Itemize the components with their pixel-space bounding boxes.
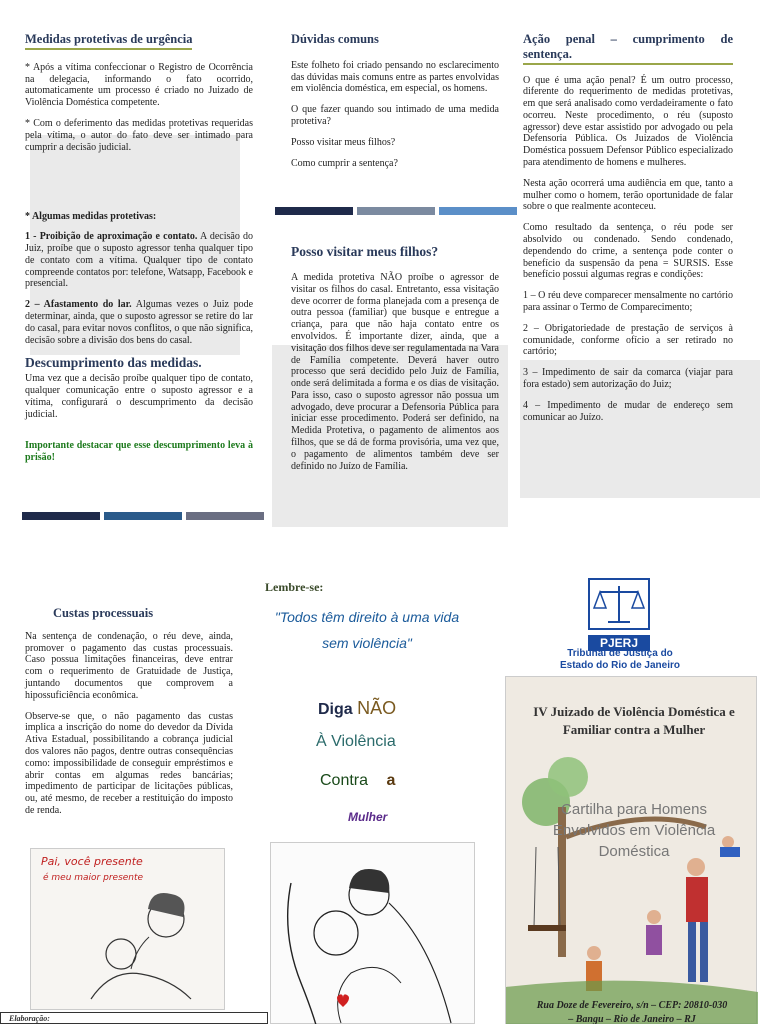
divider-bar — [275, 207, 353, 215]
mother-father-drawing — [270, 842, 475, 1024]
list-item: 1 – O réu deve comparecer mensalmente no cartório para assinar o Termo de Comparecimento; — [523, 290, 733, 314]
paragraph: O que é uma ação penal? É um outro processo, diferente do requerimento de medidas protetivas, em que será analisado como verdadeiramente o fato ocorreu. Neste procedimento, o réu (suposto agressor) deve estar assistido por advogado ou pela Defensoria Pública. Os Juizados de Violência Doméstica possuem Defensor Público especializado para atendimento de homens e mulheres. — [523, 74, 733, 169]
list-item: 3 – Impedimento de sair da comarca (viajar para fora estado) sem autorização do Juiz; — [523, 367, 733, 391]
paragraph: Observe-se que, o não pagamento das custas implica a inscrição do nome do devedor da Dívida Ativa Estadual, possibilitando a cobrança judicial dos valores não pagos, dentre outras consequências como: impossibilidade de conseguir empréstimos e abrir contas em algumas redes bancárias; impedimento de participar de licitações públicas, ou, até mesmo, de receber a restituição do imposto de renda. — [25, 710, 233, 816]
column-criminal-action — [523, 32, 733, 432]
paragraph: Este folheto foi criado pensando no esclarecimento das dúvidas mais comuns entre as partes envolvidas em violência doméstica, em especial, os homens. — [291, 59, 499, 95]
court-name — [540, 648, 700, 672]
section-title-protective-measures: Medidas protetivas de urgência — [25, 32, 192, 50]
column-common-doubts — [291, 32, 499, 178]
divider-bar — [22, 512, 100, 520]
paragraph: Na sentença de condenação, o réu deve, ainda, promover o pagamento das custas processuais. Caso possua limitações financeiras, deve entrar com o requerimento de Gratuidade de Justiça, juntando documentos que comprovem a hipossuficiência econômica. — [25, 630, 233, 701]
rights-quote: "Todos têm direito à uma vida sem violência" — [274, 609, 460, 651]
paragraph: A medida protetiva NÃO proíbe o agressor de visitar os filhos do casal. Entretanto, essa visitação deve ocorrer de forma planejada com a presença de outra pessoa (familiar) que busque e entregue a criança, para que não haja contato entre os envolvidos. É importante dizer, ainda, que a visitação dos filhos deve ser regulamentada na Vara de Família competente. Deverá haver outro processo que será decidido pelo Juiz de Família, onde será delimitada a forma e os dias de visitação. Para isso, caso o suposto agressor não possua um advogado, deve procurar a Defensoria Pública para iniciar esse procedimento. Poderá ser definido, na Medida Protetiva, o pagamento de alimentos aos filhos, que se dá de forma provisória, uma vez que, o pagamento de alimentos também deve ser definido no Juízo de Família. — [291, 271, 499, 472]
logo-text: PJERJ — [588, 635, 650, 651]
paragraph: Uma vez que a decisão proíbe qualquer tipo de contato, qualquer comunicação entre o suposto agressor e a vítima, configurará o descumprimento da decisão judicial. — [25, 373, 253, 420]
divider-bar — [104, 512, 182, 520]
important-note: Importante destacar que esse descumprimento leva à prisão! — [25, 440, 253, 464]
slogan-line-4: Mulher — [348, 810, 388, 824]
paragraph: Nesta ação ocorrerá uma audiência em que, tanto a mulher como o homem, terão oportunidade de falar sobre o que realmente aconteceu. — [523, 177, 733, 213]
section-title-common-doubts: Dúvidas comuns — [291, 32, 379, 46]
slogan-line-2: À Violência — [316, 733, 396, 750]
father-child-drawing — [30, 848, 225, 1010]
list-item: 1 - Proibição de aproximação e contato. A decisão do Juiz, proíbe que o suposto agressor tenha qualquer tipo de contato com a vítima. Qualquer tipo de contato compreende contatos por: telefone, Watsapp, Facebook e presencial. — [25, 231, 254, 290]
question: O que fazer quando sou intimado de uma medida protetiva? — [291, 104, 499, 127]
juizado-title: IV Juizado de Violência Doméstica e Familiar contra a Mulher — [533, 704, 735, 738]
list-item: 2 – Afastamento do lar. Algumas vezes o Juiz pode determinar, ainda, que o suposto agressor se retire do lar do casal, para evitar novos conflitos, o que não significa, decisão sobre a divisão dos bens do casal. — [25, 299, 254, 346]
column-court-costs — [25, 602, 233, 826]
sketch-icon — [31, 849, 226, 1011]
question: Posso visitar meus filhos? — [291, 136, 396, 148]
court-line-1: Tribunal de Justiça do — [567, 648, 673, 659]
paragraph: * Com o deferimento das medidas protetivas requeridas pela vítima, o autor do fato deve ser intimado para cumprir a decisão judicial. — [25, 117, 253, 153]
court-line-2: Estado do Rio de Janeiro — [559, 660, 681, 671]
address — [506, 999, 758, 1024]
column-protective-measures — [25, 32, 253, 473]
remember-label: Lembre-se: — [265, 580, 324, 594]
section-title-visit-children: Posso visitar meus filhos? — [291, 244, 439, 259]
paragraph: * Após a vítima confeccionar o Registro de Ocorrência na delegacia, informando o fato ocorrido, automaticamente um processo é criado no Juizado de Violência Doméstica competente. — [25, 61, 253, 109]
sketch-icon — [271, 843, 476, 1024]
paragraph: Como resultado da sentença, o réu pode ser absolvido ou condenado. Sendo condenado, dependendo do crime, a sentença pode conter o benefício da suspensão da pena = SURSIS. Esse benefício possui algumas regras e condições: — [523, 222, 733, 281]
drawing-caption: é meu maior presente — [43, 873, 144, 883]
slogan-line-1: Diga NÃO — [318, 698, 397, 718]
pjerj-logo — [588, 578, 650, 650]
section-title-criminal-action: Ação penal – cumprimento de sentença. — [523, 32, 733, 65]
drawing-caption: Pai, você presente — [41, 855, 143, 868]
address-line-2: – Bangu – Rio de Janeiro – RJ — [568, 1014, 696, 1024]
booklet-title: Cartilha para Homens Envolvidos em Violência Doméstica — [552, 801, 716, 860]
scales-icon — [588, 578, 650, 630]
column-visit-children — [291, 240, 499, 481]
divider-bar — [186, 512, 264, 520]
paragraph: * Algumas medidas protetivas: — [25, 211, 157, 223]
address-line-1: Rua Doze de Fevereiro, s/n – CEP: 20810-030 — [536, 1000, 728, 1011]
credits-box — [0, 1012, 268, 1024]
list-item: 2 – Obrigatoriedade de prestação de serviços à comunidade, conforme ofício a ser retirado no cartório; — [523, 322, 733, 358]
credits-label: Elaboração: — [9, 1014, 50, 1023]
section-title-noncompliance: Descumprimento das medidas. — [25, 355, 202, 371]
list-item: 4 – Impedimento de mudar de endereço sem comunicar ao Juízo. — [523, 399, 733, 423]
slogan-line-3: Contra a — [320, 772, 396, 789]
section-title-court-costs: Custas processuais — [53, 606, 154, 620]
cover-drawing — [505, 676, 757, 1024]
question: Como cumprir a sentença? — [291, 157, 398, 169]
divider-bar — [357, 207, 435, 215]
divider-bar — [439, 207, 517, 215]
